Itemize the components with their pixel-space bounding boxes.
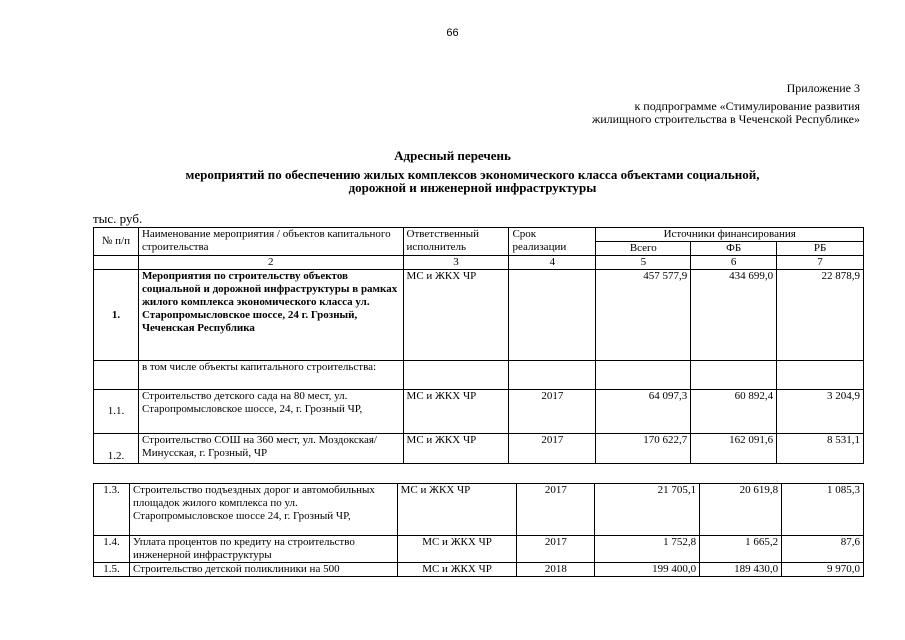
row-executor — [403, 361, 509, 390]
row-rb — [777, 361, 864, 390]
row-rb: 22 878,9 — [777, 270, 864, 361]
row-executor: МС и ЖКХ ЧР — [397, 536, 517, 563]
row-num: 1.5. — [94, 563, 130, 577]
column-numbers-row — [94, 256, 864, 270]
row-executor: МС и ЖКХ ЧР — [403, 270, 509, 361]
unit-label: тыс. руб. — [93, 211, 143, 226]
column-number-cell: 5 — [596, 256, 691, 270]
row-rb: 87,6 — [782, 536, 864, 563]
page-number: 66 — [446, 27, 459, 39]
header-sources: Источники финансирования — [596, 228, 864, 242]
table-row — [94, 390, 864, 434]
row-rb: 1 085,3 — [782, 484, 864, 536]
row-executor: МС и ЖКХ ЧР — [403, 390, 509, 434]
row-name: Строительство СОШ на 360 мест, ул. Моздокская/ Минусская, г. Грозный, ЧР — [138, 434, 403, 464]
row-num: 1. — [94, 270, 139, 361]
row-rb: 9 970,0 — [782, 563, 864, 577]
row-rb: 3 204,9 — [777, 390, 864, 434]
header-num: № п/п — [94, 228, 139, 256]
row-term: 2017 — [517, 536, 595, 563]
header-executor: Ответственный исполнитель — [403, 228, 509, 256]
header-total: Всего — [596, 242, 691, 256]
column-number-cell: 4 — [509, 256, 596, 270]
row-total: 170 622,7 — [596, 434, 691, 464]
document-title: Адресный перечень — [394, 148, 511, 163]
table-row — [94, 361, 864, 390]
row-num: 1.3. — [94, 484, 130, 536]
row-term: 2017 — [517, 484, 595, 536]
row-executor: МС и ЖКХ ЧР — [403, 434, 509, 464]
appendix-title: Приложение 3 — [786, 81, 860, 95]
document-subtitle — [100, 168, 845, 194]
header-row-1 — [94, 228, 864, 242]
column-number-cell: 6 — [691, 256, 777, 270]
row-name: Строительство детской поликлиники на 500 — [129, 563, 397, 577]
column-number-cell — [94, 256, 139, 270]
row-term — [509, 361, 596, 390]
row-fb: 434 699,0 — [691, 270, 777, 361]
row-term: 2017 — [509, 390, 596, 434]
row-name: Строительство подъездных дорог и автомобильных площадок жилого комплекса по ул. Старопромысловское шоссе 24, г. Грозный ЧР, — [129, 484, 397, 536]
row-num: 1.2. — [94, 434, 139, 464]
row-name: Мероприятия по строительству объектов социальной и дорожной инфраструктуры в рамках жилого комплекса экономического класса ул. Старопромысловское шоссе, 24 г. Грозный, Чеченская Республика — [138, 270, 403, 361]
row-fb: 20 619,8 — [700, 484, 782, 536]
subtitle-line-2: дорожной и инженерной инфраструктуры — [348, 180, 597, 195]
row-num — [94, 361, 139, 390]
appendix-line-2: жилищного строительства в Чеченской Республике» — [591, 112, 860, 126]
appendix-line-1: к подпрограмме «Стимулирование развития — [634, 99, 860, 113]
row-total: 1 752,8 — [595, 536, 700, 563]
row-name: Уплата процентов по кредиту на строительство инженерной инфраструктуры — [129, 536, 397, 563]
row-fb — [691, 361, 777, 390]
row-executor: МС и ЖКХ ЧР — [397, 563, 517, 577]
table-row — [94, 563, 864, 577]
table-row — [94, 434, 864, 464]
row-executor: МС и ЖКХ ЧР — [397, 484, 517, 536]
header-name: Наименование мероприятия / объектов капитального строительства — [138, 228, 403, 256]
subtitle-line-1: мероприятий по обеспечению жилых комплексов экономического класса объектами социальной, — [185, 167, 760, 182]
row-name: Строительство детского сада на 80 мест, ул. Старопромысловское шоссе, 24, г. Грозный ЧР, — [138, 390, 403, 434]
row-name: в том числе объекты капитального строительства: — [138, 361, 403, 390]
funding-table-lower — [93, 483, 864, 577]
row-fb: 60 892,4 — [691, 390, 777, 434]
row-fb: 162 091,6 — [691, 434, 777, 464]
row-total: 21 705,1 — [595, 484, 700, 536]
row-total: 64 097,3 — [596, 390, 691, 434]
row-total — [596, 361, 691, 390]
column-number-cell: 7 — [777, 256, 864, 270]
table-row — [94, 270, 864, 361]
column-number-cell: 2 — [138, 256, 403, 270]
column-number-cell: 3 — [403, 256, 509, 270]
header-rb: РБ — [777, 242, 864, 256]
row-term — [509, 270, 596, 361]
row-total: 199 400,0 — [595, 563, 700, 577]
row-fb: 1 665,2 — [700, 536, 782, 563]
row-num: 1.4. — [94, 536, 130, 563]
row-num: 1.1. — [94, 390, 139, 434]
row-term: 2017 — [509, 434, 596, 464]
header-fb: ФБ — [691, 242, 777, 256]
table-row — [94, 536, 864, 563]
row-fb: 189 430,0 — [700, 563, 782, 577]
row-rb: 8 531,1 — [777, 434, 864, 464]
appendix-subtitle — [592, 100, 860, 126]
row-total: 457 577,9 — [596, 270, 691, 361]
funding-table-upper — [93, 227, 864, 464]
header-term: Срок реализации — [509, 228, 596, 256]
table-row — [94, 484, 864, 536]
row-term: 2018 — [517, 563, 595, 577]
